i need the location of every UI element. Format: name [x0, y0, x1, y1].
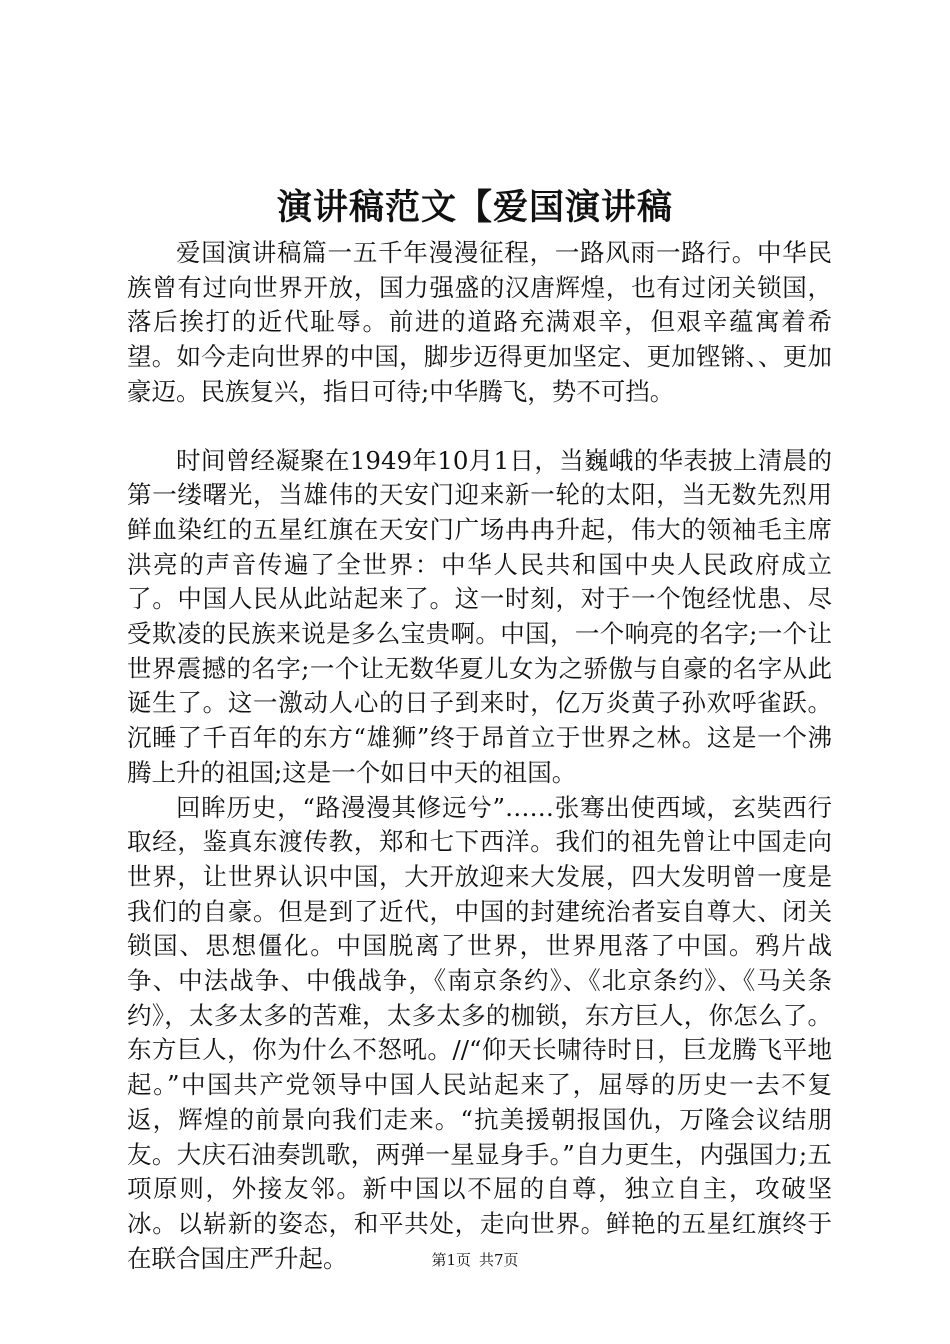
page-footer: [0, 1250, 950, 1270]
paragraph-1: 爱国演讲稿篇一五千年漫漫征程，一路风雨一路行。中华民族曾有过向世界开放，国力强盛的汉唐辉煌，也有过闭关锁国，落后挨打的近代耻辱。前进的道路充满艰辛，但艰辛蕴寓着希望。如今走向世界的中国，脚步迈得更加坚定、更加铿锵、、更加豪迈。民族复兴，指日可待;中华腾飞，势不可挡。: [127, 238, 832, 406]
paragraph-2: 时间曾经凝聚在1949年10月1日，当巍峨的华表披上清晨的第一缕曙光，当雄伟的天安门迎来新一轮的太阳，当无数先烈用鲜血染红的五星红旗在天安门广场冉冉升起，伟大的领袖毛主席洪亮的声音传遍了全世界：中华人民共和国中央人民政府成立了。中国人民从此站起来了。这一时刻，对于一个饱经忧患、尽受欺凌的民族来说是多么宝贵啊。中国，一个响亮的名字;一个让世界震撼的名字;一个让无数华夏儿女为之骄傲与自豪的名字从此诞生了。这一激动人心的日子到来时，亿万炎黄子孙欢呼雀跃。沉睡了千百年的东方“雄狮”终于昂首立于世界之林。这是一个沸腾上升的祖国;这是一个如日中天的祖国。: [127, 445, 832, 787]
page-number-total: 共7页: [479, 1251, 519, 1269]
paragraph-3: 回眸历史，“路漫漫其修远兮”……张骞出使西域，玄奘西行取经，鉴真东渡传教，郑和七下西洋。我们的祖先曾让中国走向世界，让世界认识中国，大开放迎来大发展，四大发明曾一度是我们的自豪。但是到了近代，中国的封建统治者妄自尊大、闭关锁国、思想僵化。中国脱离了世界，世界甩落了中国。鸦片战争、中法战争、中俄战争，《南京条约》、《北京条约》、《马关条约》，太多太多的苦难，太多太多的枷锁，东方巨人，你怎么了。东方巨人，你为什么不怒吼。//“仰天长啸待时日，巨龙腾飞平地起。”中国共产党领导中国人民站起来了，屈辱的历史一去不复返，辉煌的前景向我们走来。“抗美援朝报国仇，万隆会议结朋友。大庆石油奏凯歌，两弹一星显身手。”自力更生，内强国力;五项原则，外接友邻。新中国以不屈的自尊，独立自主，攻破坚冰。以崭新的姿态，和平共处，走向世界。鲜艳的五星红旗终于在联合国庄严升起。: [127, 792, 832, 1273]
document-body: [127, 236, 832, 1276]
document-title: 演讲稿范文【爱国演讲稿: [276, 187, 673, 228]
page-number-current: 第1页: [431, 1251, 471, 1269]
